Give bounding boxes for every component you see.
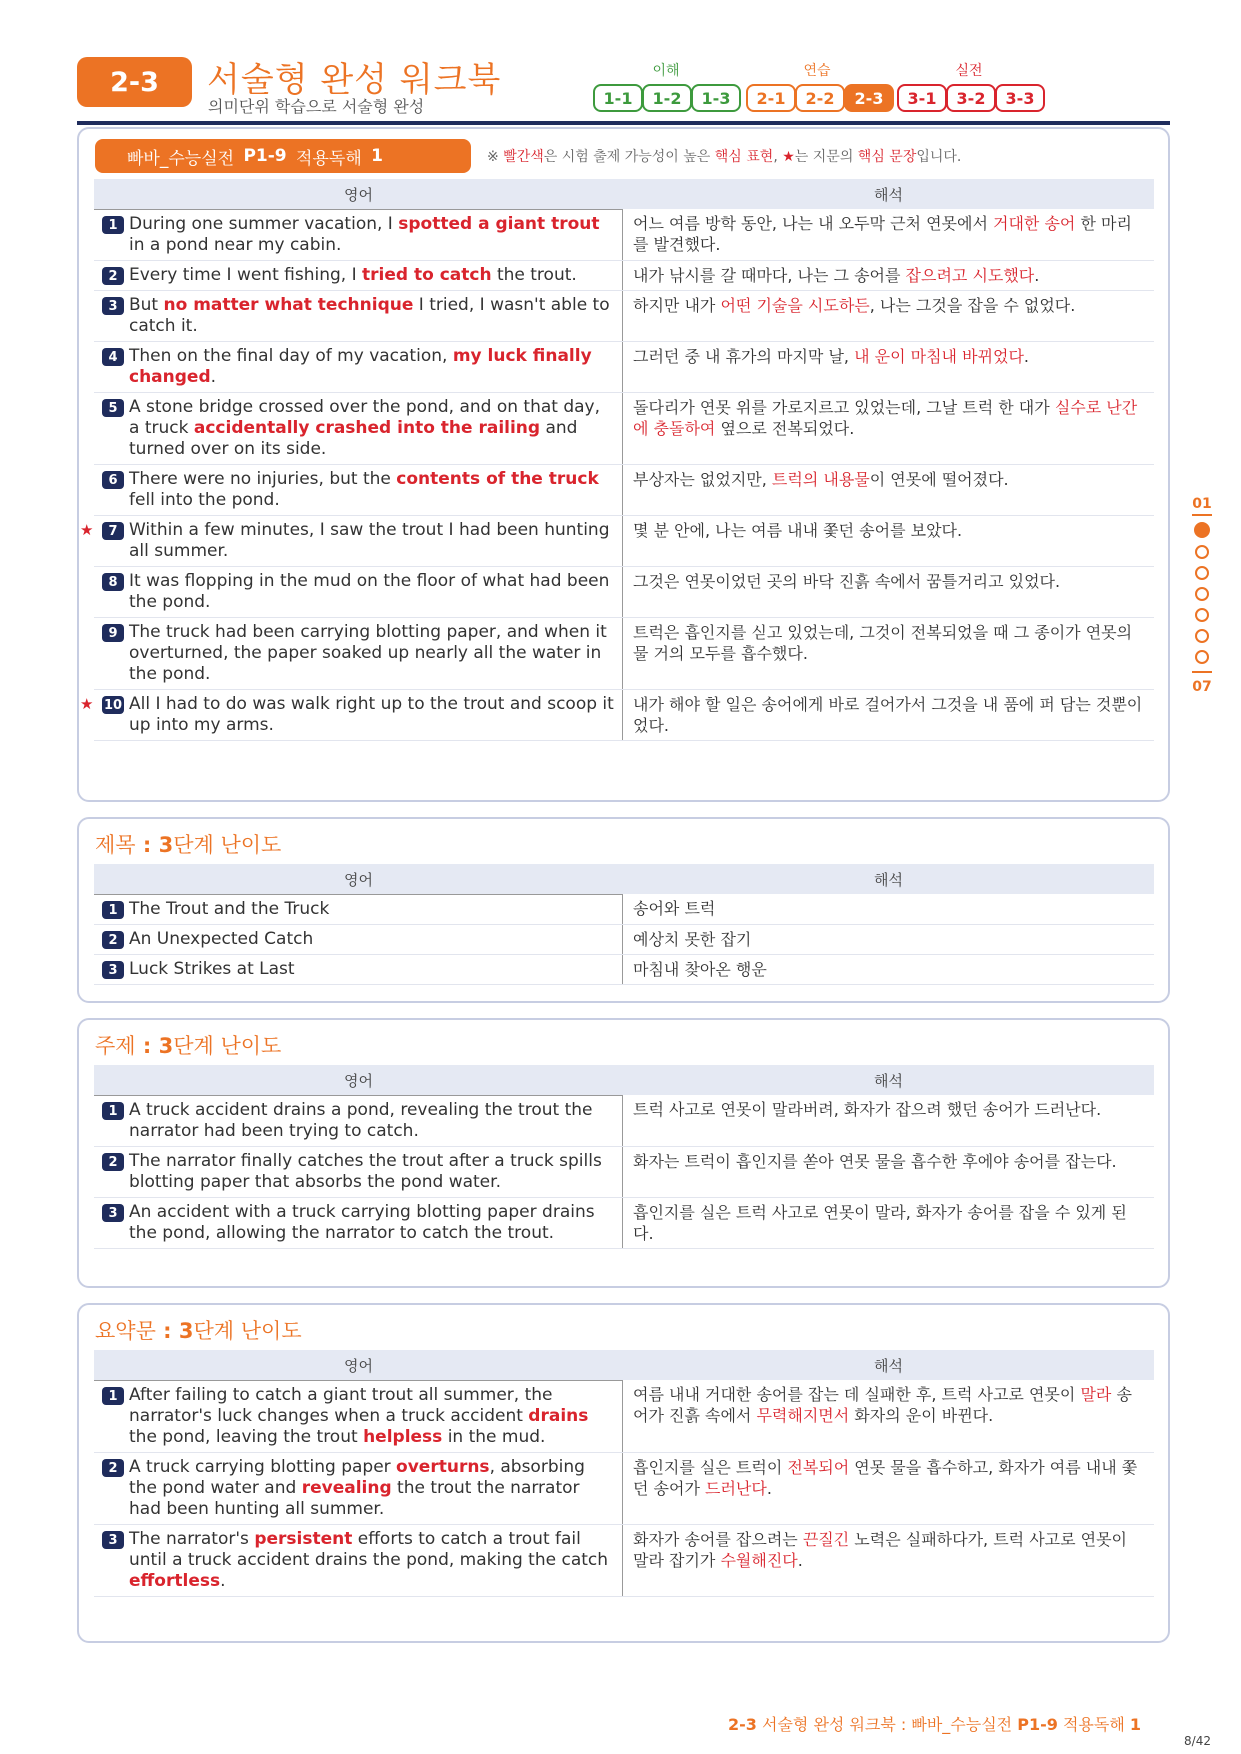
table-row xyxy=(94,342,1154,393)
text-segment: . xyxy=(1034,266,1040,285)
korean-cell xyxy=(623,894,1154,924)
table-row xyxy=(94,1095,1154,1147)
text-segment: The truck had been carrying blotting paper, and when it overturned, the paper soaked up nearly all the water in the pond. xyxy=(129,622,607,684)
text-segment: the pond, leaving the trout xyxy=(129,1427,364,1447)
table-header xyxy=(94,179,1154,209)
key-expression: tried to catch xyxy=(362,265,492,285)
table-row xyxy=(94,894,1154,925)
text-segment: 어느 여름 방학 동안, 나는 내 오두막 근처 연못에서 xyxy=(633,214,993,233)
heading-level: : 3 xyxy=(135,833,174,857)
sentence-number: 2 xyxy=(102,267,124,285)
col-header-english: 영어 xyxy=(344,185,373,204)
sentence-number: 1 xyxy=(102,901,124,919)
sentence-number: 2 xyxy=(102,1153,124,1171)
sentence-number: 7 xyxy=(102,522,124,540)
title-section xyxy=(77,817,1170,1003)
progress-dot[interactable] xyxy=(1195,566,1209,580)
level-button-1-3[interactable]: 1-3 xyxy=(691,84,741,112)
english-cell xyxy=(80,690,623,740)
korean-cell xyxy=(623,261,1154,290)
key-expression: 전복되어 xyxy=(787,1458,850,1477)
text-segment: I tried, I wasn't able to catch it. xyxy=(129,295,610,336)
english-cell xyxy=(94,261,623,290)
page-number: 8/42 xyxy=(1184,1734,1211,1748)
heading-suffix: 단계 난이도 xyxy=(173,1034,282,1058)
page-footer xyxy=(728,1712,1141,1735)
text-segment: An Unexpected Catch xyxy=(129,929,314,949)
text-segment: 몇 분 안에, 나는 여름 내내 쫓던 송어를 보았다. xyxy=(633,521,963,540)
table-row xyxy=(94,291,1154,342)
text-segment: 옆으로 전복되었다. xyxy=(715,419,855,438)
text-segment: The Trout and the Truck xyxy=(129,899,330,919)
text-segment: A truck accident drains a pond, revealing the trout the narrator had been trying to catch. xyxy=(129,1100,593,1141)
table-row xyxy=(94,1525,1154,1597)
heading-suffix: 단계 난이도 xyxy=(173,833,282,857)
korean-cell xyxy=(623,465,1154,515)
reading-rows xyxy=(80,209,1154,741)
text-segment: 트럭은 흡인지를 싣고 있었는데, 그것이 전복되었을 때 그 종이가 연못의 물 거의 모두를 흡수했다. xyxy=(633,623,1133,663)
level-group-label: 실전 xyxy=(955,63,983,79)
pill-book-name: 빠바_수능실전 xyxy=(127,148,235,169)
text-segment: Luck Strikes at Last xyxy=(129,959,295,979)
english-cell xyxy=(94,1147,623,1197)
english-cell xyxy=(94,342,623,392)
page-subtitle: 의미단위 학습으로 서술형 완성 xyxy=(208,97,425,116)
progress-dots xyxy=(1189,522,1215,664)
korean-cell xyxy=(623,1095,1154,1146)
note-key-expression: 핵심 표현 xyxy=(714,149,774,165)
korean-cell xyxy=(623,1198,1154,1248)
reading-section-pill xyxy=(95,139,471,173)
text-segment: 부상자는 없었지만, xyxy=(633,470,772,489)
english-cell xyxy=(94,925,623,954)
title-rows xyxy=(94,894,1154,985)
table-row xyxy=(94,261,1154,291)
text-segment: 예상치 못한 잡기 xyxy=(633,930,752,949)
note-text: , xyxy=(773,149,783,165)
heading-label: 요약문 xyxy=(95,1319,156,1343)
level-button-3-3[interactable]: 3-3 xyxy=(995,84,1045,112)
key-expression: spotted a giant trout xyxy=(398,214,600,234)
english-cell xyxy=(80,516,623,566)
level-button-3-1[interactable]: 3-1 xyxy=(897,84,947,112)
key-expression: persistent xyxy=(254,1529,353,1549)
side-end-label: 07 xyxy=(1192,679,1212,695)
key-expression: accidentally crashed into the railing xyxy=(193,418,541,438)
english-cell xyxy=(94,955,623,984)
level-button-1-2[interactable]: 1-2 xyxy=(642,84,692,112)
korean-cell xyxy=(623,291,1154,341)
text-segment: 화자가 송어를 잡으려는 xyxy=(633,1530,803,1549)
text-segment: 그것은 연못이었던 곳의 바닥 진흙 속에서 꿈틀거리고 있었다. xyxy=(633,572,1061,591)
note-text: 은 시험 출제 가능성이 높은 xyxy=(543,149,715,165)
pill-number: 1 xyxy=(371,146,383,166)
text-segment: . xyxy=(797,1551,803,1570)
text-segment: Every time I went fishing, I xyxy=(129,265,363,285)
table-row xyxy=(94,955,1154,985)
text-segment: After failing to catch a giant trout all summer, the narrator's luck changes when a truck accident xyxy=(129,1385,553,1426)
footer-number: 1 xyxy=(1129,1715,1141,1734)
text-segment: It was flopping in the mud on the floor of what had been the pond. xyxy=(129,571,610,612)
sentence-number: 1 xyxy=(102,1102,124,1120)
key-expression: my luck finally changed xyxy=(129,346,592,387)
korean-cell xyxy=(623,690,1154,740)
text-segment: An accident with a truck carrying blotting paper drains the pond, allowing the narrator to catch the trout. xyxy=(129,1202,595,1243)
text-segment: . xyxy=(220,1571,226,1591)
sentence-number: 4 xyxy=(102,348,124,366)
text-segment: 화자의 운이 바뀐다. xyxy=(849,1406,994,1425)
sentence-number: 2 xyxy=(102,1459,124,1477)
key-expression: 드러난다 xyxy=(705,1479,767,1498)
text-segment: the trout the narrator had been hunting all summer. xyxy=(129,1478,580,1519)
heading-level: : 3 xyxy=(155,1319,194,1343)
side-progress xyxy=(1189,496,1215,695)
key-expression: 어떤 기술을 시도하든 xyxy=(720,296,870,315)
table-row xyxy=(94,1380,1154,1453)
english-cell xyxy=(94,1380,623,1452)
key-expression: effortless xyxy=(129,1571,221,1591)
heading-label: 주제 xyxy=(95,1034,136,1058)
side-divider xyxy=(1192,514,1212,516)
note-text: 는 지문의 xyxy=(794,149,858,165)
star-icon: ★ xyxy=(80,695,94,713)
text-segment: 여름 내내 거대한 송어를 잡는 데 실패한 후, 트럭 사고로 연못이 xyxy=(633,1385,1081,1404)
table-header xyxy=(94,1065,1154,1095)
table-row xyxy=(94,393,1154,465)
sentence-number: 1 xyxy=(102,216,124,234)
sentence-number: 3 xyxy=(102,961,124,979)
text-segment: 송어와 트럭 xyxy=(633,899,716,918)
text-segment: 이 연못에 떨어졌다. xyxy=(869,470,1009,489)
unit-badge: 2-3 xyxy=(77,57,192,107)
english-cell xyxy=(94,1095,623,1146)
topic-table xyxy=(94,1065,1154,1249)
progress-dot[interactable] xyxy=(1195,650,1209,664)
sentence-number: 3 xyxy=(102,1531,124,1549)
pill-page: P1-9 xyxy=(243,146,287,166)
english-cell xyxy=(94,567,623,617)
text-segment: 화자는 트럭이 흡인지를 쏟아 연못 물을 흡수한 후에야 송어를 잡는다. xyxy=(633,1152,1117,1171)
text-segment: 노력은 실패하다가, 트럭 사고로 연못이 말라 잡기가 xyxy=(633,1530,1128,1570)
table-row xyxy=(94,567,1154,618)
col-header-english: 영어 xyxy=(344,1071,373,1090)
level-button-2-1[interactable]: 2-1 xyxy=(746,84,796,112)
text-segment: 한 마리를 발견했다. xyxy=(633,214,1132,254)
korean-cell xyxy=(623,342,1154,392)
table-row xyxy=(80,516,1154,567)
legend-note xyxy=(487,146,961,166)
text-segment: 트럭 사고로 연못이 말라버려, 화자가 잡으려 했던 송어가 드러난다. xyxy=(633,1100,1102,1119)
col-header-korean: 해석 xyxy=(874,185,903,204)
side-start-label: 01 xyxy=(1192,496,1212,512)
text-segment: 돌다리가 연못 위를 가로지르고 있었는데, 그날 트럭 한 대가 xyxy=(633,398,1055,417)
side-divider xyxy=(1192,671,1212,673)
table-row xyxy=(94,1453,1154,1525)
title-section-heading xyxy=(95,829,281,859)
english-cell xyxy=(94,894,623,924)
key-expression: 내 운이 마침내 바뀌었다 xyxy=(854,347,1024,366)
pill-label: 적용독해 xyxy=(296,148,362,169)
text-segment: 송어가 진흙 속에서 xyxy=(633,1385,1132,1425)
table-row xyxy=(94,1147,1154,1198)
summary-section xyxy=(77,1303,1170,1643)
english-cell xyxy=(94,209,623,260)
text-segment: Then on the final day of my vacation, xyxy=(129,346,453,366)
text-segment: There were no injuries, but the xyxy=(129,469,397,489)
text-segment: The narrator finally catches the trout after a truck spills blotting paper that absorbs the pond water. xyxy=(129,1151,602,1192)
korean-cell xyxy=(623,955,1154,984)
text-segment: the trout. xyxy=(491,265,577,285)
summary-section-heading xyxy=(95,1315,302,1345)
key-expression: 수월해진다 xyxy=(720,1551,798,1570)
text-segment: A truck carrying blotting paper xyxy=(129,1457,397,1477)
korean-cell xyxy=(623,1525,1154,1596)
summary-table xyxy=(94,1350,1154,1597)
progress-dot[interactable] xyxy=(1194,522,1210,538)
key-expression: 거대한 송어 xyxy=(992,214,1076,233)
key-expression: 끈질긴 xyxy=(802,1530,850,1549)
korean-cell xyxy=(623,209,1154,260)
english-cell xyxy=(94,1198,623,1248)
level-button-1-1[interactable]: 1-1 xyxy=(593,84,643,112)
level-button-2-2[interactable]: 2-2 xyxy=(795,84,845,112)
text-segment: A stone bridge crossed over the pond, and on that day, a truck xyxy=(129,397,601,438)
table-row xyxy=(94,925,1154,955)
text-segment: , 나는 그것을 잡을 수 없었다. xyxy=(869,296,1076,315)
english-cell xyxy=(94,393,623,464)
header-divider xyxy=(77,121,1170,125)
key-expression: overturns xyxy=(396,1457,490,1477)
sentence-number: 8 xyxy=(102,573,124,591)
sentence-number: 3 xyxy=(102,297,124,315)
english-cell xyxy=(94,618,623,689)
text-segment: Within a few minutes, I saw the trout I had been hunting all summer. xyxy=(129,520,610,561)
text-segment: . xyxy=(1023,347,1029,366)
english-cell xyxy=(94,291,623,341)
key-expression: revealing xyxy=(301,1478,392,1498)
level-group-label: 이해 xyxy=(652,63,680,79)
korean-cell xyxy=(623,393,1154,464)
footer-text: 적용독해 xyxy=(1057,1715,1130,1734)
note-text: ※ xyxy=(487,149,504,165)
text-segment: All I had to do was walk right up to the trout and scoop it up into my arms. xyxy=(129,694,614,735)
sentence-number: 3 xyxy=(102,1204,124,1222)
text-segment: 마침내 찾아온 행운 xyxy=(633,960,767,979)
note-red-word: 빨간색 xyxy=(503,149,544,165)
col-header-korean: 해석 xyxy=(874,1356,903,1375)
korean-cell xyxy=(623,1380,1154,1452)
text-segment: and turned over on its side. xyxy=(129,418,578,459)
text-segment: 연못 물을 흡수하고, 화자가 여름 내내 쫓던 송어가 xyxy=(633,1458,1138,1498)
table-row xyxy=(94,618,1154,690)
note-text: 입니다. xyxy=(916,149,962,165)
english-cell xyxy=(94,465,623,515)
heading-level: : 3 xyxy=(135,1034,174,1058)
table-header xyxy=(94,864,1154,894)
level-button-3-2[interactable]: 3-2 xyxy=(946,84,996,112)
text-segment: fell into the pond. xyxy=(129,490,280,510)
star-icon: ★ xyxy=(782,149,795,165)
english-cell xyxy=(94,1453,623,1524)
sentence-number: 6 xyxy=(102,471,124,489)
heading-suffix: 단계 난이도 xyxy=(193,1319,302,1343)
footer-page: P1-9 xyxy=(1017,1715,1058,1734)
text-segment: 하지만 내가 xyxy=(633,296,721,315)
level-button-2-3[interactable]: 2-3 xyxy=(844,84,894,112)
sentence-number: 2 xyxy=(102,931,124,949)
col-header-english: 영어 xyxy=(344,870,373,889)
footer-unit: 2-3 xyxy=(728,1715,757,1734)
text-segment: 내가 낚시를 갈 때마다, 나는 그 송어를 xyxy=(633,266,906,285)
text-segment: in the mud. xyxy=(442,1427,546,1447)
korean-cell xyxy=(623,1453,1154,1524)
topic-rows xyxy=(94,1095,1154,1249)
key-expression: contents of the truck xyxy=(396,469,599,489)
text-segment: The narrator's xyxy=(129,1529,255,1549)
table-row xyxy=(94,465,1154,516)
key-expression: 잡으려고 시도했다 xyxy=(905,266,1035,285)
star-icon: ★ xyxy=(80,521,94,539)
key-expression: 실수로 난간에 충돌하여 xyxy=(633,398,1138,438)
korean-cell xyxy=(623,516,1154,566)
korean-cell xyxy=(623,567,1154,617)
text-segment: 내가 해야 할 일은 송어에게 바로 걸어가서 그것을 내 품에 퍼 담는 것뿐이었다. xyxy=(633,695,1143,735)
summary-rows xyxy=(94,1380,1154,1597)
text-segment: During one summer vacation, I xyxy=(129,214,399,234)
sentence-number: 1 xyxy=(102,1387,124,1405)
heading-label: 제목 xyxy=(95,833,136,857)
korean-cell xyxy=(623,1147,1154,1197)
reading-table xyxy=(80,179,1154,741)
progress-dot[interactable] xyxy=(1195,629,1209,643)
sentence-number: 9 xyxy=(102,624,124,642)
text-segment: But xyxy=(129,295,164,315)
key-expression: 무력해지면서 xyxy=(756,1406,850,1425)
level-group-label: 연습 xyxy=(803,63,831,79)
text-segment: efforts to catch a trout fail until a truck accident drains the pond, making the catch xyxy=(129,1529,609,1570)
key-expression: drains xyxy=(528,1406,589,1426)
key-expression: 트럭의 내용물 xyxy=(771,470,870,489)
text-segment: . xyxy=(766,1479,772,1498)
key-expression: 말라 xyxy=(1080,1385,1112,1404)
reading-section xyxy=(77,127,1170,802)
text-segment: 흡인지를 실은 트럭이 xyxy=(633,1458,788,1477)
page-title: 서술형 완성 워크북 xyxy=(207,60,502,100)
text-segment: 그러던 중 내 휴가의 마지막 날, xyxy=(633,347,855,366)
note-key-sentence: 핵심 문장 xyxy=(857,149,917,165)
sentence-number: 10 xyxy=(104,697,123,713)
table-row xyxy=(80,690,1154,741)
text-segment: in a pond near my cabin. xyxy=(129,235,342,255)
progress-dot[interactable] xyxy=(1195,545,1209,559)
topic-section xyxy=(77,1018,1170,1288)
topic-section-heading xyxy=(95,1030,281,1060)
col-header-korean: 해석 xyxy=(874,870,903,889)
table-header xyxy=(94,1350,1154,1380)
table-row xyxy=(94,1198,1154,1249)
key-expression: helpless xyxy=(363,1427,443,1447)
key-expression: no matter what technique xyxy=(163,295,414,315)
text-segment: , absorbing the pond water and xyxy=(129,1457,585,1498)
col-header-english: 영어 xyxy=(344,1356,373,1375)
col-header-korean: 해석 xyxy=(874,1071,903,1090)
footer-text: 서술형 완성 워크북 : 빠바_수능실전 xyxy=(756,1715,1018,1734)
sentence-number: 5 xyxy=(102,399,124,417)
progress-dot[interactable] xyxy=(1195,608,1209,622)
english-cell xyxy=(94,1525,623,1596)
text-segment: . xyxy=(210,367,217,387)
title-table xyxy=(94,864,1154,985)
progress-dot[interactable] xyxy=(1195,587,1209,601)
text-segment: 흡인지를 실은 트럭 사고로 연못이 말라, 화자가 송어를 잡을 수 있게 된다. xyxy=(633,1203,1127,1243)
korean-cell xyxy=(623,618,1154,689)
korean-cell xyxy=(623,925,1154,954)
table-row xyxy=(94,209,1154,261)
